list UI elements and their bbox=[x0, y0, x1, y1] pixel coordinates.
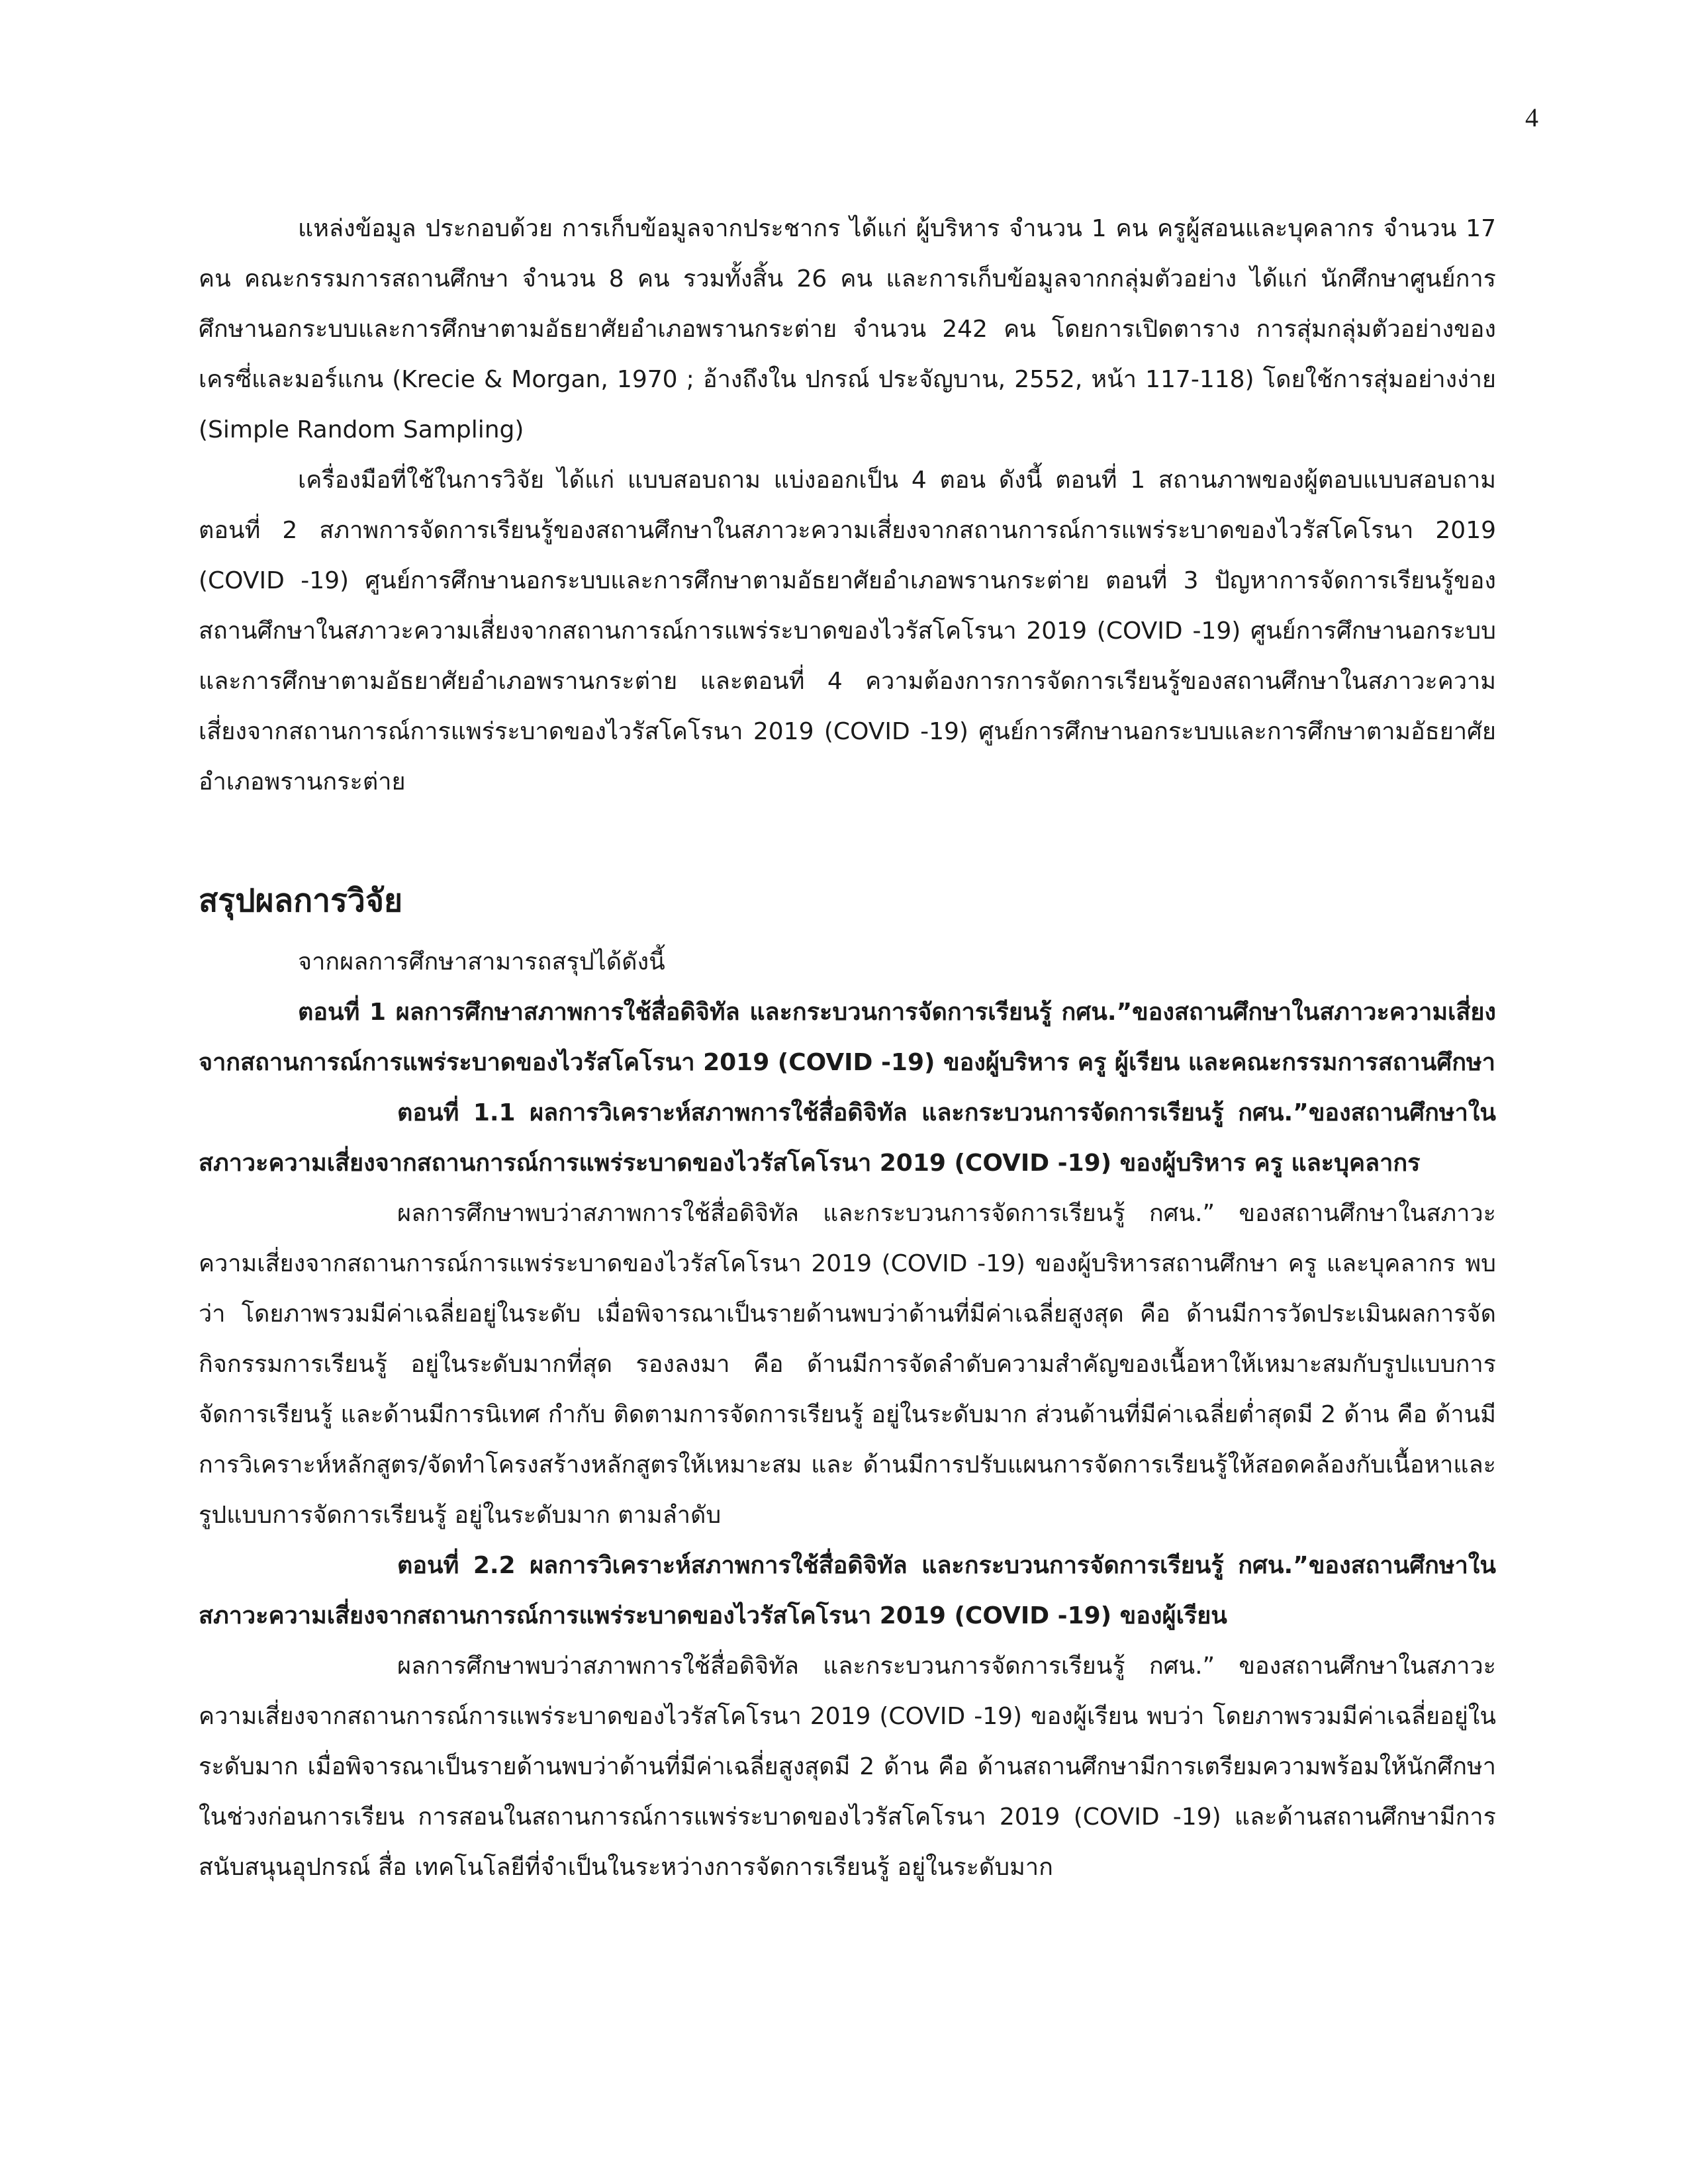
section-heading-research-summary: สรุปผลการวิจัย bbox=[199, 882, 403, 919]
part-1-1-heading: ตอนที่ 1.1 ผลการวิเคราะห์สภาพการใช้สื่อดิจิทัล และกระบวนการจัดการเรียนรู้ กศน.”ของสถานศึกษาในสภาวะความเสี่ยงจากสถานการณ์การแพร่ระบาดของไวรัสโคโรนา 2019 (COVID -19) ของผู้บริหาร ครู และบุคลากร bbox=[199, 1099, 1496, 1177]
part-1-1-body: ผลการศึกษาพบว่าสภาพการใช้สื่อดิจิทัล และกระบวนการจัดการเรียนรู้ กศน.” ของสถานศึกษาในสภาวะความเสี่ยงจากสถานการณ์การแพร่ระบาดของไวรัสโคโรนา 2019 (COVID -19) ของผู้บริหารสถานศึกษา ครู และบุคลากร พบว่า โดยภาพรวมมีค่าเฉลี่ยอยู่ในระดับ เมื่อพิจารณาเป็นรายด้านพบว่าด้านที่มีค่าเฉลี่ยสูงสุด คือ ด้านมีการวัดประเมินผลการจัดกิจกรรมการเรียนรู้ อยู่ในระดับมากที่สุด รองลงมา คือ ด้านมีการจัดลำดับความสำคัญของเนื้อหาให้เหมาะสมกับรูปแบบการจัดการเรียนรู้ และด้านมีการนิเทศ กำกับ ติดตามการจัดการเรียนรู้ อยู่ในระดับมาก ส่วนด้านที่มีค่าเฉลี่ยต่ำสุดมี 2 ด้าน คือ ด้านมีการวิเคราะห์หลักสูตร/จัดทำโครงสร้างหลักสูตรให้เหมาะสม และ ด้านมีการปรับแผนการจัดการเรียนรู้ให้สอดคล้องกับเนื้อหาและรูปแบบการจัดการเรียนรู้ อยู่ในระดับมาก ตามลำดับ bbox=[199, 1200, 1496, 1529]
data-sources-paragraph: แหล่งข้อมูล ประกอบด้วย การเก็บข้อมูลจากประชากร ได้แก่ ผู้บริหาร จำนวน 1 คน ครูผู้สอนและบุคลากร จำนวน 17 คน คณะกรรมการสถานศึกษา จำนวน 8 คน รวมทั้งสิ้น 26 คน และการเก็บข้อมูลจากกลุ่มตัวอย่าง ได้แก่ นักศึกษาศูนย์การศึกษานอกระบบและการศึกษาตามอัธยาศัยอำเภอพรานกระต่าย จำนวน 242 คน โดยการเปิดตาราง การสุ่มกลุ่มตัวอย่างของ เครซี่และมอร์แกน (Krecie & Morgan, 1970 ; อ้างถึงใน ปกรณ์ ประจัญบาน, 2552, หน้า 117-118) โดยใช้การสุ่มอย่างง่าย (Simple Random Sampling) bbox=[199, 215, 1496, 443]
page-number: 4 bbox=[1525, 103, 1538, 132]
research-instruments-paragraph: เครื่องมือที่ใช้ในการวิจัย ได้แก่ แบบสอบถาม แบ่งออกเป็น 4 ตอน ดังนี้ ตอนที่ 1 สถานภาพของผู้ตอบแบบสอบถาม ตอนที่ 2 สภาพการจัดการเรียนรู้ของสถานศึกษาในสภาวะความเสี่ยงจากสถานการณ์การแพร่ระบาดของไวรัสโคโรนา 2019 (COVID -19) ศูนย์การศึกษานอกระบบและการศึกษาตามอัธยาศัยอำเภอพรานกระต่าย ตอนที่ 3 ปัญหาการจัดการเรียนรู้ของสถานศึกษาในสภาวะความเสี่ยงจากสถานการณ์การแพร่ระบาดของไวรัสโคโรนา 2019 (COVID -19) ศูนย์การศึกษานอกระบบและการศึกษาตามอัธยาศัยอำเภอพรานกระต่าย และตอนที่ 4 ความต้องการการจัดการเรียนรู้ของสถานศึกษาในสภาวะความเสี่ยงจากสถานการณ์การแพร่ระบาดของไวรัสโคโรนา 2019 (COVID -19) ศูนย์การศึกษานอกระบบและการศึกษาตามอัธยาศัยอำเภอพรานกระต่าย bbox=[199, 467, 1496, 796]
summary-intro: จากผลการศึกษาสามารถสรุปได้ดังนี้ bbox=[298, 948, 665, 976]
part-2-2-body: ผลการศึกษาพบว่าสภาพการใช้สื่อดิจิทัล และกระบวนการจัดการเรียนรู้ กศน.” ของสถานศึกษาในสภาวะความเสี่ยงจากสถานการณ์การแพร่ระบาดของไวรัสโคโรนา 2019 (COVID -19) ของผู้เรียน พบว่า โดยภาพรวมมีค่าเฉลี่ยอยู่ในระดับมาก เมื่อพิจารณาเป็นรายด้านพบว่าด้านที่มีค่าเฉลี่ยสูงสุดมี 2 ด้าน คือ ด้านสถานศึกษามีการเตรียมความพร้อมให้นักศึกษาในช่วงก่อนการเรียน การสอนในสถานการณ์การแพร่ระบาดของไวรัสโคโรนา 2019 (COVID -19) และด้านสถานศึกษามีการสนับสนุนอุปกรณ์ สื่อ เทคโนโลยีที่จำเป็นในระหว่างการจัดการเรียนรู้ อยู่ในระดับมาก bbox=[199, 1653, 1496, 1881]
page-body bbox=[199, 204, 1496, 1893]
part-2-2-heading: ตอนที่ 2.2 ผลการวิเคราะห์สภาพการใช้สื่อดิจิทัล และกระบวนการจัดการเรียนรู้ กศน.”ของสถานศึกษาในสภาวะความเสี่ยงจากสถานการณ์การแพร่ระบาดของไวรัสโคโรนา 2019 (COVID -19) ของผู้เรียน bbox=[199, 1552, 1496, 1629]
part-1-heading: ตอนที่ 1 ผลการศึกษาสภาพการใช้สื่อดิจิทัล และกระบวนการจัดการเรียนรู้ กศน.”ของสถานศึกษาในสภาวะความเสี่ยงจากสถานการณ์การแพร่ระบาดของไวรัสโคโรนา 2019 (COVID -19) ของผู้บริหาร ครู ผู้เรียน และคณะกรรมการสถานศึกษา bbox=[199, 999, 1496, 1076]
